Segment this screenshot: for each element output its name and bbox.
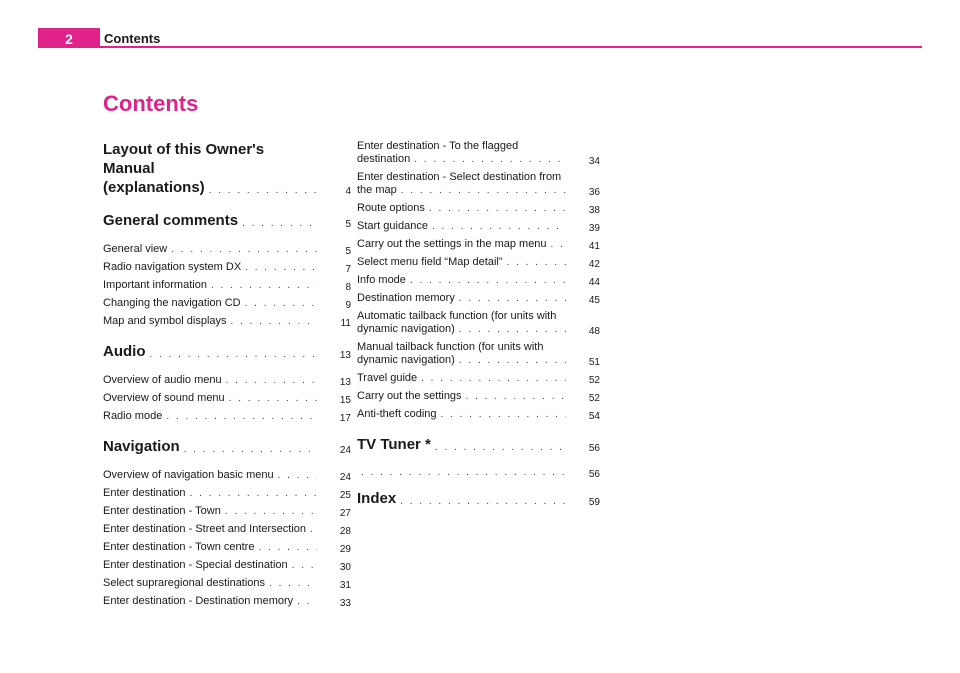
- toc-entry[interactable]: [357, 408, 600, 421]
- toc-entry-text: Destination memory: [357, 292, 455, 304]
- leader-dots: [507, 257, 566, 269]
- toc-entry-text: Enter destination - Destination memory: [103, 595, 294, 607]
- toc-left-column: [103, 140, 351, 613]
- toc-entry-text: Carry out the settings in the map menu: [357, 238, 547, 250]
- toc-entry-text: Enter destination: [103, 487, 186, 499]
- leader-dots: [310, 524, 317, 536]
- leader-dots: [269, 578, 317, 590]
- toc-entry[interactable]: [357, 310, 600, 336]
- leader-dots: [190, 488, 317, 500]
- toc-page-number: 29: [339, 544, 351, 555]
- toc-page-number: 7: [345, 264, 351, 275]
- header-title: Contents: [104, 31, 161, 46]
- toc-page-number: 34: [588, 156, 600, 167]
- leader-dots: [150, 349, 318, 361]
- toc-entry[interactable]: [357, 202, 600, 215]
- leader-dots: [166, 411, 317, 423]
- toc-entry[interactable]: [357, 171, 600, 197]
- page-number-badge: 2: [38, 28, 100, 48]
- leader-dots: [226, 375, 317, 387]
- toc-entry[interactable]: [357, 274, 600, 287]
- leader-dots: [171, 244, 317, 256]
- toc-entry-text: dynamic navigation): [357, 354, 455, 366]
- toc-section-heading[interactable]: [357, 435, 600, 454]
- toc-page-number: 24: [339, 472, 351, 483]
- toc-entry[interactable]: [103, 297, 351, 310]
- toc-entry[interactable]: [357, 238, 600, 251]
- toc-entry-text: the map: [357, 184, 397, 196]
- toc-entry-text: dynamic navigation): [357, 323, 455, 335]
- leader-dots: [231, 316, 317, 328]
- leader-dots: [459, 324, 566, 336]
- toc-page-number: 59: [588, 497, 600, 508]
- toc-page-number: 9: [345, 300, 351, 311]
- toc-section-heading[interactable]: [103, 437, 351, 456]
- toc-right-column: [357, 140, 600, 521]
- toc-entry[interactable]: [103, 315, 351, 328]
- toc-section-heading[interactable]: [103, 211, 351, 230]
- toc-entry-text: Start guidance: [357, 220, 428, 232]
- leader-dots: [229, 393, 317, 405]
- toc-entry-text: Travel guide: [357, 372, 418, 384]
- leader-dots: [432, 221, 566, 233]
- leader-dots: [459, 355, 566, 367]
- toc-entry-text: Select supraregional destinations: [103, 577, 266, 589]
- toc-entry[interactable]: [357, 256, 600, 269]
- toc-entry-text: Important information: [103, 279, 207, 291]
- leader-dots: [435, 442, 566, 454]
- toc-entry[interactable]: [103, 410, 351, 423]
- toc-entry-text: Manual tailback function (for units with: [357, 341, 544, 353]
- leader-dots: [258, 542, 317, 554]
- leader-dots: [297, 596, 317, 608]
- toc-entry[interactable]: [103, 559, 351, 572]
- toc-entry-text: Map and symbol displays: [103, 315, 227, 327]
- toc-page-number: 41: [588, 241, 600, 252]
- toc-entry-text: Select menu field “Map detail”: [357, 256, 503, 268]
- toc-page-number: 38: [588, 205, 600, 216]
- toc-page-number: 28: [339, 526, 351, 537]
- toc-entry[interactable]: [357, 292, 600, 305]
- leader-dots: [441, 409, 567, 421]
- toc-page-number: 5: [345, 219, 351, 230]
- leader-dots: [400, 496, 566, 508]
- leader-dots: [242, 218, 317, 230]
- toc-entry[interactable]: [103, 577, 351, 590]
- leader-dots: [361, 467, 566, 479]
- toc-entry[interactable]: [357, 372, 600, 385]
- toc-entry-text: Info mode: [357, 274, 406, 286]
- leader-dots: [292, 560, 317, 572]
- toc-page-number: 11: [340, 318, 351, 329]
- toc-entry[interactable]: [103, 541, 351, 554]
- toc-entry-text: Route options: [357, 202, 425, 214]
- toc-page-number: 17: [339, 413, 351, 424]
- leader-dots: [209, 185, 317, 197]
- toc-page-number: 39: [588, 223, 600, 234]
- toc-entry[interactable]: [103, 469, 351, 482]
- toc-entry-text: Anti-theft coding: [357, 408, 437, 420]
- toc-entry-text: Enter destination - To the flagged: [357, 140, 519, 152]
- toc-page-number: 56: [588, 443, 600, 454]
- leader-dots: [184, 444, 317, 456]
- toc-section-heading[interactable]: [103, 342, 351, 361]
- toc-section-heading[interactable]: [357, 489, 600, 508]
- leader-dots: [459, 293, 566, 305]
- toc-page-number: 52: [588, 375, 600, 386]
- toc-section-heading[interactable]: [103, 140, 351, 197]
- toc-entry-text: Enter destination - Special destination: [103, 559, 288, 571]
- leader-dots: [245, 298, 317, 310]
- toc-entry-text: Layout of this Owner's Manual: [103, 141, 265, 177]
- toc-entry-text: Navigation: [103, 438, 180, 455]
- toc-entry-text: Enter destination - Select destination from: [357, 171, 562, 183]
- toc-page-number: 13: [339, 350, 351, 361]
- toc-entry-text: General view: [103, 243, 168, 255]
- toc-entry[interactable]: [357, 220, 600, 233]
- toc-entry-text: Overview of audio menu: [103, 374, 222, 386]
- toc-entry-text: Enter destination - Town centre: [103, 541, 255, 553]
- toc-entry-text: Audio: [103, 343, 146, 360]
- toc-entry-text: Overview of sound menu: [103, 392, 225, 404]
- toc-page-number: 42: [588, 259, 600, 270]
- leader-dots: [429, 203, 566, 215]
- leader-dots: [410, 275, 566, 287]
- leader-dots: [551, 239, 566, 251]
- toc-page-number: 4: [345, 186, 351, 197]
- leader-dots: [211, 280, 317, 292]
- toc-entry[interactable]: [103, 243, 351, 256]
- leader-dots: [401, 185, 566, 197]
- toc-entry[interactable]: [103, 374, 351, 387]
- toc-entry-text: General comments: [103, 212, 239, 229]
- leader-dots: [278, 470, 317, 482]
- toc-entry[interactable]: [103, 595, 351, 608]
- toc-page-number: 15: [339, 395, 351, 406]
- toc-page-number: 48: [588, 326, 600, 337]
- toc-page-number: 56: [588, 469, 600, 480]
- toc-entry[interactable]: [357, 467, 600, 479]
- toc-entry-text: (explanations): [103, 179, 205, 196]
- toc-page-number: 54: [588, 411, 600, 422]
- toc-entry-text: Enter destination - Street and Intersection: [103, 523, 307, 535]
- toc-page-number: 8: [345, 282, 351, 293]
- toc-entry[interactable]: [357, 390, 600, 403]
- leader-dots: [414, 154, 566, 166]
- toc-entry-text: destination: [357, 153, 411, 165]
- toc-entry-text: Index: [357, 490, 397, 507]
- leader-dots: [245, 262, 317, 274]
- toc-entry-text: TV Tuner *: [357, 436, 431, 453]
- toc-page-number: 36: [588, 187, 600, 198]
- toc-page-number: 31: [339, 580, 351, 591]
- toc-entry[interactable]: [357, 140, 600, 166]
- toc-page-number: 51: [588, 357, 600, 368]
- toc-entry-text: Overview of navigation basic menu: [103, 469, 274, 481]
- toc-page-number: 44: [588, 277, 600, 288]
- toc-entry-text: Carry out the settings: [357, 390, 462, 402]
- toc-entry[interactable]: [103, 392, 351, 405]
- leader-dots: [466, 391, 566, 403]
- toc-entry[interactable]: [103, 279, 351, 292]
- toc-page-number: 24: [339, 445, 351, 456]
- toc-entry-text: Radio navigation system DX: [103, 261, 242, 273]
- toc-entry-text: Enter destination - Town: [103, 505, 221, 517]
- toc-entry-text: Radio mode: [103, 410, 163, 422]
- page-title: Contents: [103, 91, 199, 116]
- toc-entry[interactable]: [103, 487, 351, 500]
- toc-entry-text: Automatic tailback function (for units with: [357, 310, 557, 322]
- leader-dots: [421, 373, 566, 385]
- toc-page-number: 30: [339, 562, 351, 573]
- toc-page-number: 13: [339, 377, 351, 388]
- toc-entry-text: Changing the navigation CD: [103, 297, 241, 309]
- toc-page-number: 52: [588, 393, 600, 404]
- toc-entry[interactable]: [357, 341, 600, 367]
- header-divider: [100, 46, 922, 48]
- toc-entry[interactable]: [103, 505, 351, 518]
- toc-page-number: 25: [339, 490, 351, 501]
- toc-entry[interactable]: [103, 523, 351, 536]
- toc-entry[interactable]: [103, 261, 351, 274]
- toc-page-number: 27: [339, 508, 351, 519]
- toc-page-number: 5: [345, 246, 351, 257]
- toc-page-number: 45: [588, 295, 600, 306]
- leader-dots: [225, 506, 317, 518]
- toc-page-number: 33: [339, 598, 351, 609]
